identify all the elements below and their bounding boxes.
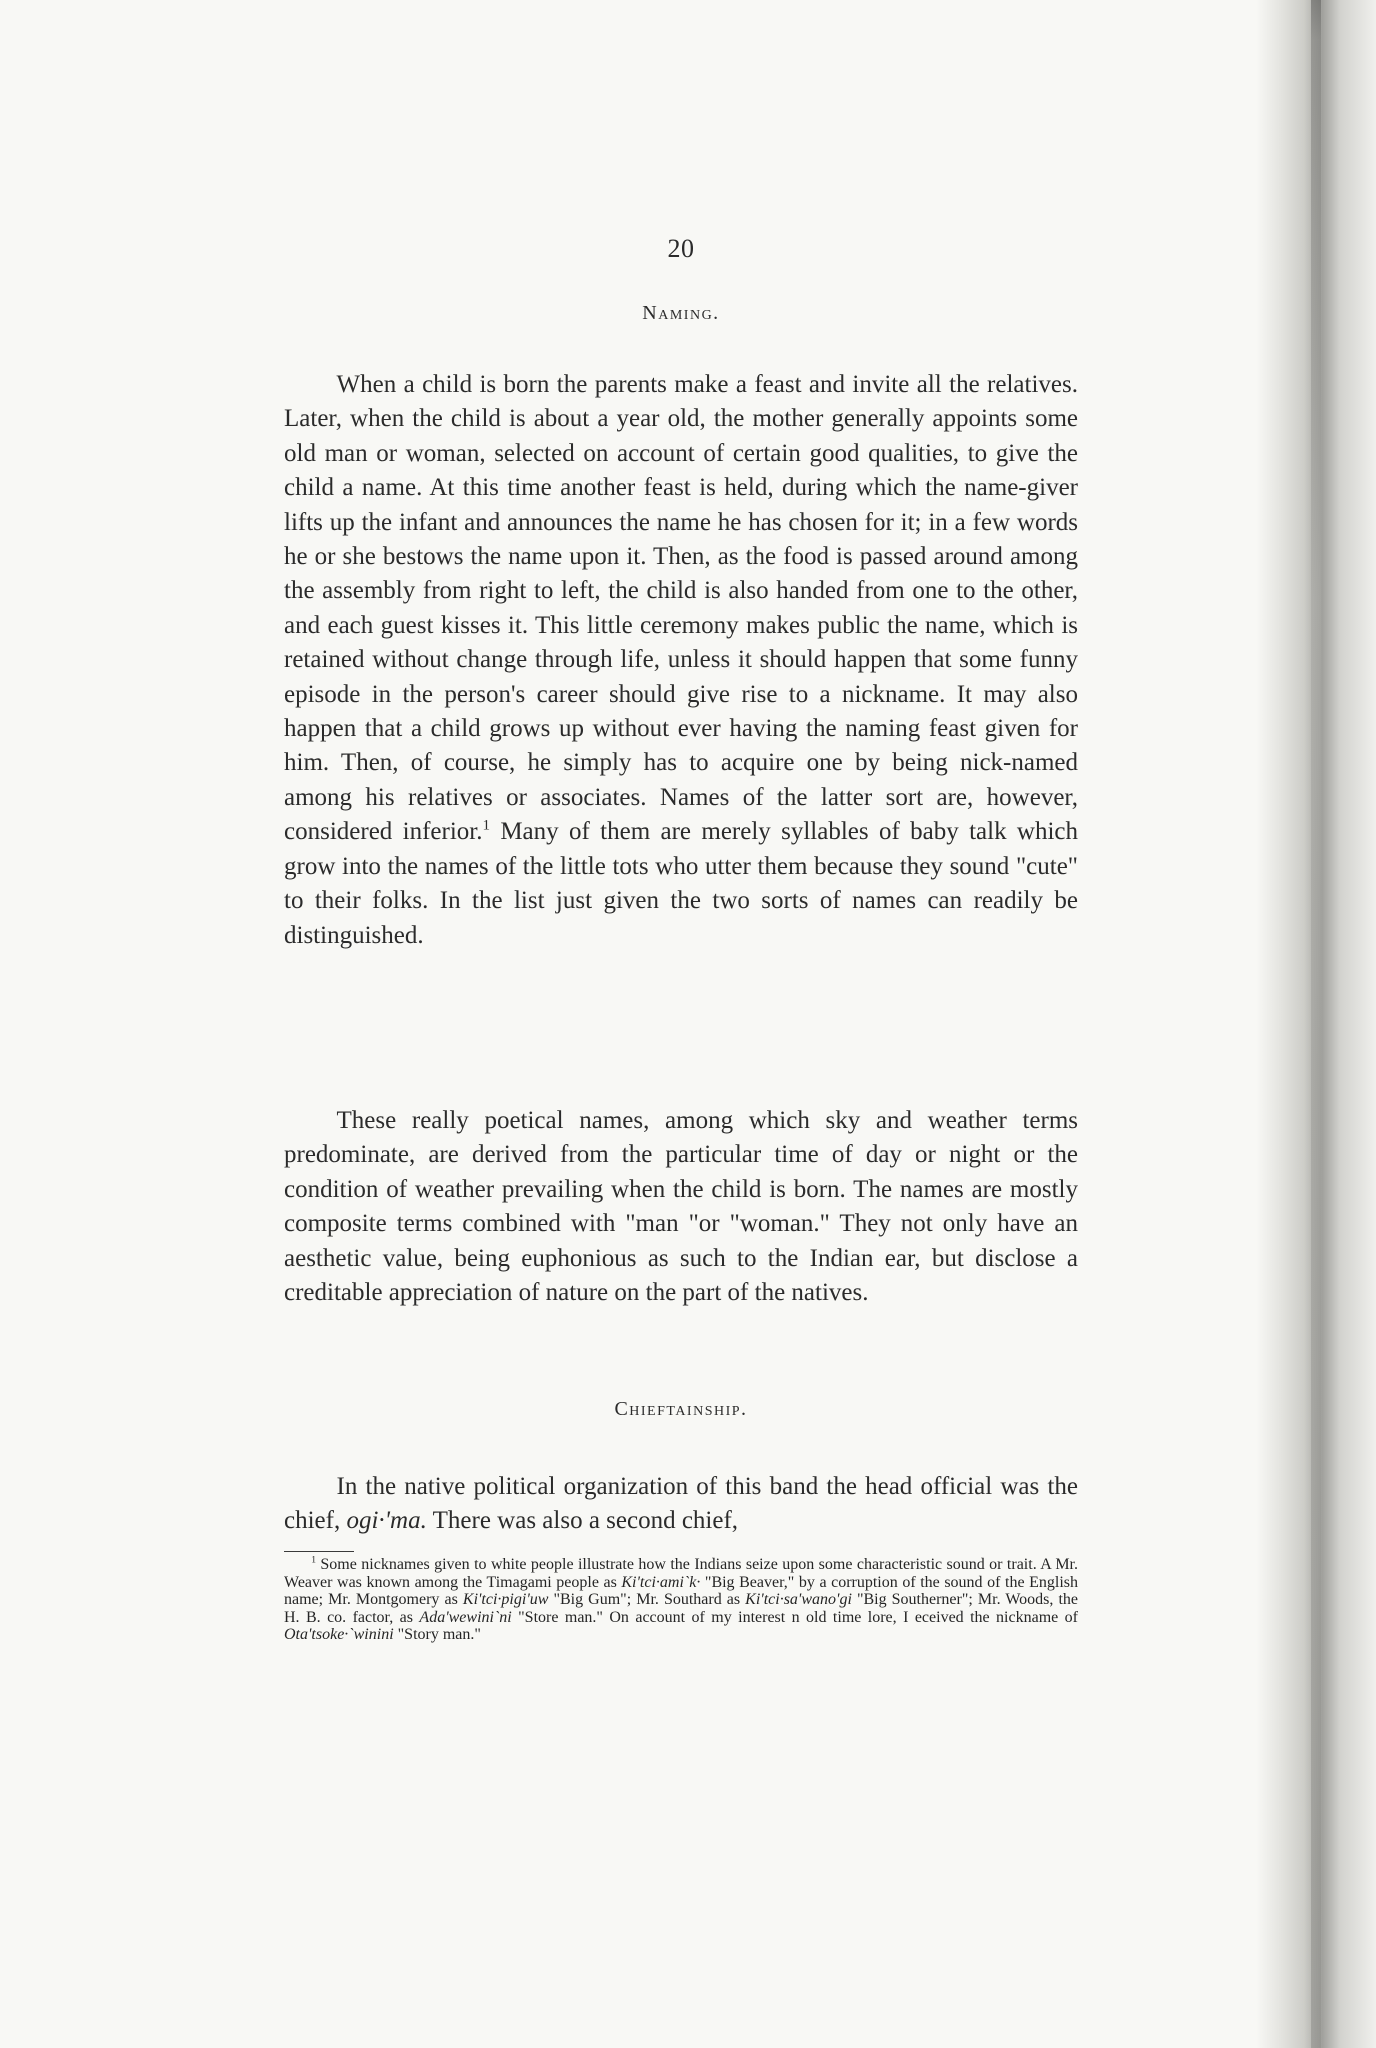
footnote-native-name: Ota'tsoke·`winini <box>284 1626 394 1643</box>
footnote-native-name: Ada'wewini`ni <box>419 1608 512 1626</box>
footnote-reference: 1 <box>482 817 490 834</box>
footnote-text: "Big Beaver," by a corruption of the sound of the English name; Mr. Montgomery as <box>284 1573 1078 1608</box>
footnote-text: "Big Southerner"; Mr. Woods, the H. B. co. factor, as <box>284 1591 1078 1626</box>
section-heading-chieftainship: Chieftainship. <box>614 1398 748 1420</box>
paragraph-text: In the native political organization of this band the head official was the chief, <box>284 1473 1078 1535</box>
paragraph-naming-1 <box>284 368 1078 953</box>
footnote-native-name: Ki'tci·sa'wano'gi <box>745 1591 852 1608</box>
footnote-text: "Store man." On account of my interest n old time lore, I eceived the nickname of <box>511 1608 1078 1626</box>
footnote-native-name: Ki'tci·pigi'uw <box>462 1591 549 1608</box>
page-binding-shadow <box>1256 0 1376 2048</box>
paragraph-chieftainship-1 <box>284 1470 1078 1539</box>
footnote-text: Some nicknames given to white people illustrate how the Indians seize upon some characteristic sound or trait. A Mr. Weaver was known among the Timagami people as <box>284 1556 1078 1591</box>
paragraph-text-continued: There was also a second chief, <box>426 1507 739 1535</box>
footnote <box>284 1556 1078 1644</box>
footnote-native-name: Ki'tci·ami`k· <box>621 1573 701 1591</box>
native-term: ogi·'ma. <box>346 1507 427 1535</box>
paragraph-text-continued: Many of them are merely syllables of baby talk which grow into the names of the little tots who utter them because they sound "cute" to their folks. In the list just given the two sorts of names can readily be distinguished. <box>284 818 1079 949</box>
paragraph-text: When a child is born the parents make a feast and invite all the relatives. Later, when the child is about a year old, the mother generally appoints some old man or woman, selected on account of certain good qualities, to give the child a name. At this time another feast is held, during which the name-giver lifts up the infant and announces the name he has chosen for it; in a few words he or she bestows the name upon it. Then, as the food is passed around among the assembly from right to left, the child is also handed from one to the other, and each guest kisses it. This little ceremony makes public the name, which is retained without change through life, unless it should happen that some funny episode in the person's career should give rise to a nickname. It may also happen that a child grows up without ever having the naming feast given for him. Then, of course, he simply has to acquire one by being nick-named among his relatives or associates. Names of the latter sort are, however, considered inferior. <box>284 371 1078 846</box>
footnote-text: "Story man." <box>393 1626 481 1643</box>
paragraph-naming-2: These really poetical names, among which sky and weather terms predominate, are derived from the particular time of day or night or the condition of weather prevailing when the child is born. The names are mostly composite terms combined with "man "or "woman." They not only have an aesthetic value, being euphonious as such to the Indian ear, but disclose a creditable appreciation of nature on the part of the natives. <box>284 1107 1078 1307</box>
footnote-text: "Big Gum"; Mr. Southard as <box>548 1591 746 1608</box>
section-heading-naming: Naming. <box>642 302 720 324</box>
page-number: 20 <box>667 234 695 263</box>
footnote-divider <box>284 1551 354 1552</box>
footnote-marker: 1 <box>311 1554 316 1566</box>
